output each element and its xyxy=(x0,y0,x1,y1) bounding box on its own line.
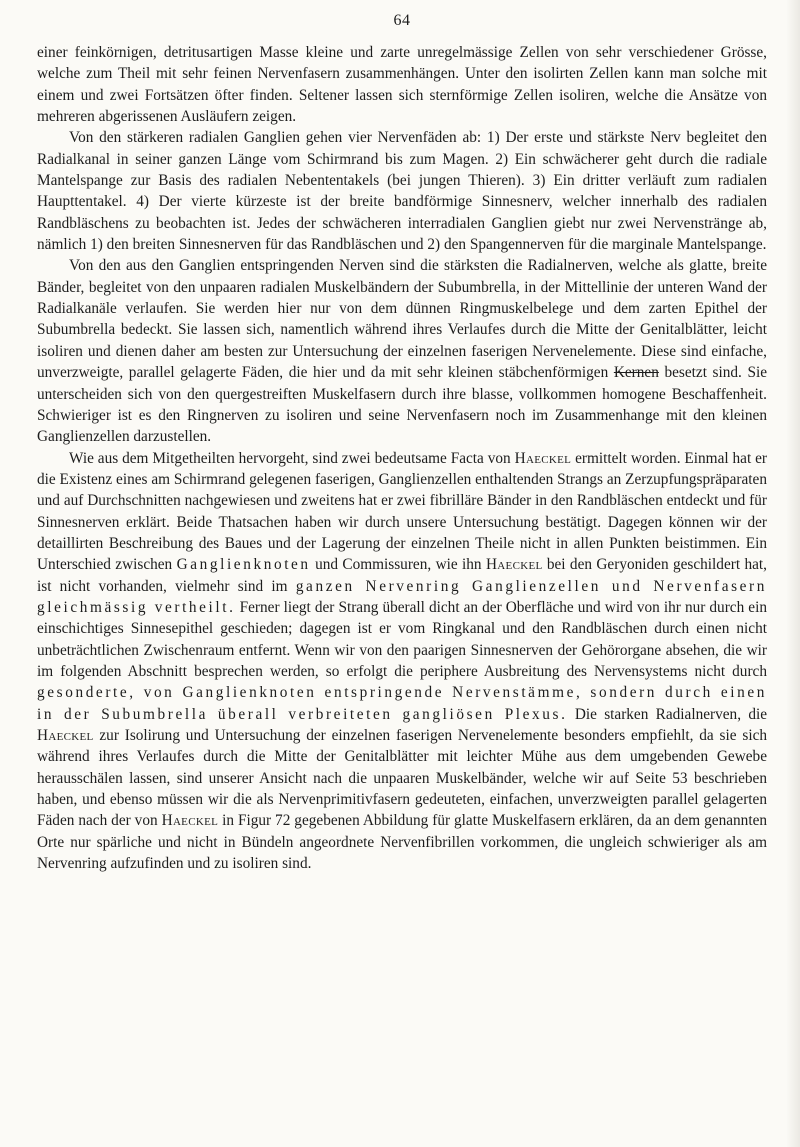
page-edge-shadow xyxy=(786,0,800,1147)
paragraph-4-text-h: in Figur 72 gegebenen Abbildung für glatte Muskelfasern erklären, da an dem genannten Orte nur spärliche und nicht in Bündeln angeordnete Nervenfibrillen vorkommen, die ungleich schwieriger als am Nervenring aufzufinden und zu isoliren sind. xyxy=(37,812,768,873)
book-page xyxy=(37,0,767,1147)
page-number: 64 xyxy=(393,12,411,29)
paragraph-4-text-f: Die starken Radialnerven, die xyxy=(574,705,768,723)
spaced-emphasis: Ganglienknoten xyxy=(176,556,311,574)
paragraph-2 xyxy=(37,127,767,255)
paragraph-4-text-b: ermittelt worden. Einmal hat er die Existenz eines am Schirmrand gelegenen faserigen, Ganglienzellen enthaltenden Strangs an Zerzupfungspräparaten und auf Durchschnitten nachgewiesen und zweitens hat er zwei fibrilläre Bänder in den Randbläschen entdeckt und für Sinnesnerven erklärt. Beide Thatsachen haben wir durch unsere Untersuchung bestätigt. Dagegen können wir der detaillirten Beschreibung des Baues und der Lagerung der einzelnen Theile nicht in allen Punkten beistimmen. Ein Unterschied zwischen xyxy=(37,449,768,574)
author-name: Haeckel xyxy=(514,449,572,467)
author-name: Haeckel xyxy=(37,727,94,744)
paragraph-4 xyxy=(37,448,767,875)
paragraph-4-text-d: bei den Geryoniden geschildert hat, ist nicht vorhanden, vielmehr sind im xyxy=(37,556,767,595)
struck-word: Kernen xyxy=(613,364,659,382)
author-name: Haeckel xyxy=(161,812,219,830)
paragraph-3-text-a: Von den aus den Ganglien entspringenden Nerven sind die stärksten die Radialnerven, welche als glatte, breite Bänder, begleitet von den unpaaren radialen Muskelbändern der Subumbrella, in der Mittellinie der unteren Wand der Radialkanäle verlaufen. Sie werden hier nur von dem dünnen Ringmuskelbelege und dem zarten Epithel der Subumbrella bedeckt. Sie lassen sich, namentlich während ihres Verlaufes durch die Mitte der Genitalblätter, leicht isoliren und dienen daher am besten zur Untersuchung der einzelnen faserigen Nervenelemente. Diese sind einfache, unverzweigte, parallel gelagerte Fäden, die hier und da mit sehr kleinen stäbchenförmigen xyxy=(37,257,767,382)
author-name: Haeckel xyxy=(485,556,543,574)
paragraph-2-text: Von den stärkeren radialen Ganglien gehen vier Nervenfäden ab: 1) Der erste und stärkste Nerv begleitet den Radialkanal in seiner ganzen Länge vom Schirmrand bis zum Magen. 2) Ein schwächerer geht durch die radiale Mantelspange zur Basis des radialen Nebententakels (bei jungen Thieren). 3) Ein dritter verläuft zum radialen Haupttentakel. 4) Der vierte kürzeste ist der breite bandförmige Sinnesnerv, welcher innerhalb des radialen Randbläschens zu beobachten ist. Jedes der schwächeren interradialen Ganglien giebt nur zwei Nervenstränge ab, nämlich 1) den breiten Sinnesnerven für das Randbläschen und 2) den Spangennerven für die marginale Mantelspange. xyxy=(37,129,767,254)
paragraph-4-text-a: Wie aus dem Mitgetheilten hervorgeht, sind zwei bedeutsame Facta von xyxy=(69,449,511,467)
paragraph-4-text-e: Ferner liegt der Strang überall dicht an der Oberfläche und wird von ihr nur durch ein einschichtiges Sinnesepithel geschieden; dagegen ist er vom Ringkanal und den Randbläschen durch einen nicht unbeträchtlichen Zwischenraum entfernt. Wenn wir von den paarigen Sinnesnerven der Gehörorgane absehen, die wir im folgenden Abschnitt besprechen werden, so erfolgt die periphere Ausbreitung des Nervensystems nicht durch xyxy=(37,598,767,680)
paragraph-3-text-b: besetzt sind. Sie unterscheiden sich von den quergestreiften Muskelfasern durch ihre blasse, vollkommen homogene Beschaffenheit. Schwieriger ist es den Ringnerven zu isoliren und seine Nervenfasern noch im Zusammenhange mit den kleinen Ganglienzellen darzustellen. xyxy=(37,364,768,446)
paragraph-1 xyxy=(37,42,767,127)
paragraph-4-text-g: zur Isolirung und Untersuchung der einzelnen faserigen Nervenelemente besonders empfiehlt, da sie sich während ihres Verlaufes durch die Mitte der Genitalblätter mit leichter Mühe aus dem umgebenden Gewebe herausschälen lassen, sind unserer Ansicht nach die unpaaren Muskelbänder, welche wir auf Seite 53 beschrieben haben, und ebenso müssen wir die als Nervenprimitivfasern gedeuteten, einfachen, unverzweigten parallel gelagerten Fäden nach der von xyxy=(37,727,768,830)
paragraph-1-text: einer feinkörnigen, detritusartigen Masse kleine und zarte unregelmässige Zellen von sehr verschiedener Grösse, welche zum Theil mit sehr feinen Nervenfasern zusammenhängen. Unter den isolirten Zellen kann man solche mit einem und zwei Fortsätzen öfter finden. Seltener lassen sich sternförmige Zellen isoliren, welche die Ansätze von mehreren abgerissenen Ausläufern zeigen. xyxy=(37,44,767,126)
body-text xyxy=(37,42,767,874)
spaced-emphasis: ganzen Nervenring Ganglienzellen und Nervenfasern gleichmässig vertheilt. xyxy=(37,577,767,616)
spaced-emphasis: gesonderte, von Ganglienknoten entspringende Nervenstämme, sondern durch einen in der Subumbrella überall verbreiteten gangliösen Plexus. xyxy=(37,684,767,723)
paragraph-3 xyxy=(37,255,767,447)
paragraph-4-text-c: und Commissuren, wie ihn xyxy=(315,556,482,574)
